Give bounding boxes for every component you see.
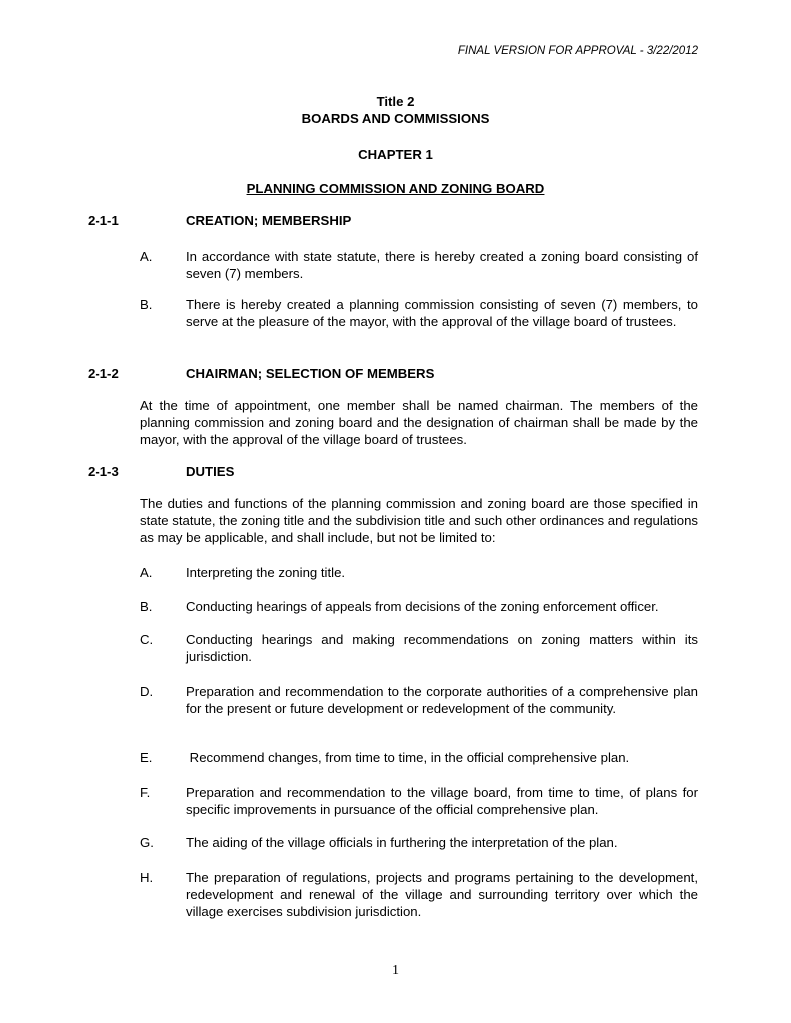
chapter-name [0,180,791,197]
item-text: Interpreting the zoning title. [186,565,346,580]
item-letter: D. [140,684,154,699]
item-letter: C. [140,632,154,647]
section-number: 2-1-2 [88,366,119,381]
item-text: Preparation and recommendation to the corporate authorities of a comprehensive plan for the present or future development or redevelopment of the community. [186,684,698,716]
item-letter: B. [140,297,153,312]
item-letter: H. [140,870,154,885]
item-letter: A. [140,565,153,580]
item-text: The preparation of regulations, projects and programs pertaining to the development, redevelopment and renewal of the village and surrounding territory over which the village exercises subdivision jurisdiction. [186,870,698,919]
title-number: Title 2 [376,94,415,109]
item-letter: E. [140,750,153,765]
page-number: 1 [392,963,399,978]
item-letter: A. [140,249,153,264]
item-letter: G. [140,835,154,850]
section-title: CHAIRMAN; SELECTION OF MEMBERS [186,366,435,381]
item-text: Conducting hearings and making recommendations on zoning matters within its jurisdiction. [186,632,698,664]
chapter-heading: CHAPTER 1 [358,147,433,162]
chapter-name-text: PLANNING COMMISSION AND ZONING BOARD [246,181,545,196]
section-paragraph: The duties and functions of the planning commission and zoning board are those specified in state statute, the zoning title and the subdivision title and such other ordinances and regulations as may be applicable, and shall include, but not be limited to: [140,496,698,545]
section-number: 2-1-1 [88,213,119,228]
item-text: Preparation and recommendation to the village board, from time to time, of plans for specific improvements in pursuance of the official comprehensive plan. [186,785,698,817]
section-title: DUTIES [186,464,235,479]
item-text: Conducting hearings of appeals from decisions of the zoning enforcement officer. [186,599,659,614]
section-paragraph: At the time of appointment, one member shall be named chairman. The members of the planning commission and zoning board and the designation of chairman shall be made by the mayor, with the approval of the village board of trustees. [140,398,698,447]
item-text: Recommend changes, from time to time, in the official comprehensive plan. [186,750,630,765]
item-text: The aiding of the village officials in furthering the interpretation of the plan. [186,835,618,850]
section-title: CREATION; MEMBERSHIP [186,213,352,228]
approval-header: FINAL VERSION FOR APPROVAL - 3/22/2012 [457,45,698,57]
item-text: In accordance with state statute, there is hereby created a zoning board consisting of seven (7) members. [186,249,698,281]
item-letter: B. [140,599,153,614]
item-text: There is hereby created a planning commission consisting of seven (7) members, to serve at the pleasure of the mayor, with the approval of the village board of trustees. [186,297,698,329]
section-number: 2-1-3 [88,464,119,479]
item-letter: F. [140,785,151,800]
title-name: BOARDS AND COMMISSIONS [301,111,490,126]
